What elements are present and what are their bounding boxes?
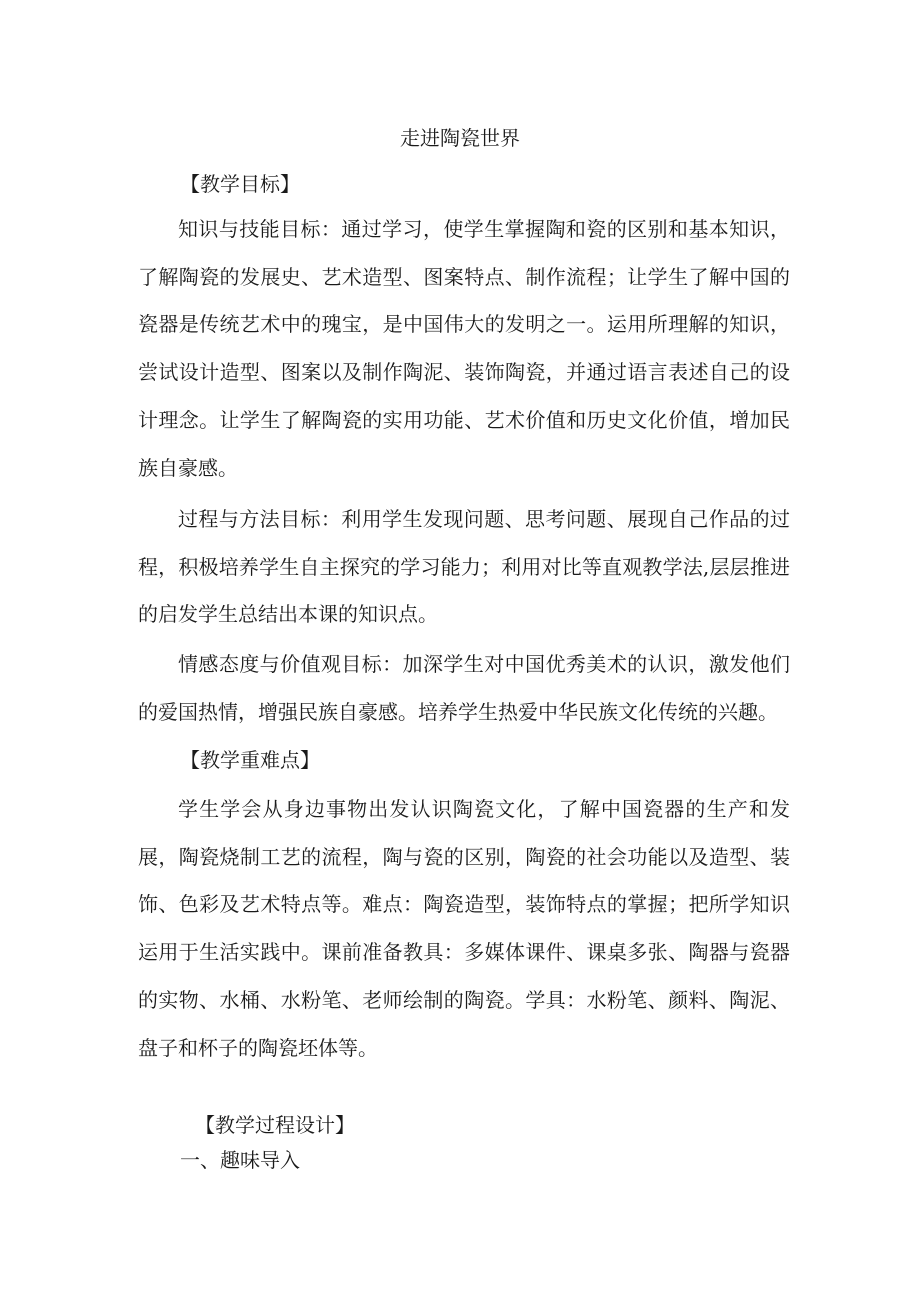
section-heading-process-design: 【教学过程设计】 — [195, 1113, 355, 1137]
paragraph-knowledge-objective: 知识与技能目标：通过学习，使学生掌握陶和瓷的区别和基本知识，了解陶瓷的发展史、艺术造型、图案特点、制作流程；让学生了解中国的瓷器是传统艺术中的瑰宝，是中国伟大的发明之一。运用所理解的知识，尝试设计造型、图案以及制作陶泥、装饰陶瓷，并通过语言表述自己的设计理念。让学生了解陶瓷的实用功能、艺术价值和历史文化价值，增加民族自豪感。 — [138, 217, 790, 480]
paragraph-key-points: 学生学会从身边事物出发认识陶瓷文化，了解中国瓷器的生产和发展，陶瓷烧制工艺的流程，陶与瓷的区别，陶瓷的社会功能以及造型、装饰、色彩及艺术特点等。难点：陶瓷造型，装饰特点的掌握；把所学知识运用于生活实践中。课前准备教具：多媒体课件、课桌多张、陶器与瓷器的实物、水桶、水粉笔、老师绘制的陶瓷。学具：水粉笔、颜料、陶泥、盘子和杯子的陶瓷坯体等。 — [138, 797, 790, 1060]
section-heading-objectives: 【教学目标】 — [180, 172, 300, 196]
section-heading-key-points: 【教学重难点】 — [180, 748, 320, 772]
paragraph-process-objective: 过程与方法目标：利用学生发现问题、思考问题、展现自己作品的过程，积极培养学生自主探究的学习能力；利用对比等直观教学法,层层推进的启发学生总结出本课的知识点。 — [138, 507, 790, 627]
subsection-interest-intro: 一、趣味导入 — [180, 1148, 300, 1172]
document-title: 走进陶瓷世界 — [400, 126, 520, 150]
paragraph-emotion-objective: 情感态度与价值观目标：加深学生对中国优秀美术的认识，激发他们的爱国热情，增强民族自豪感。培养学生热爱中华民族文化传统的兴趣。 — [138, 652, 790, 724]
